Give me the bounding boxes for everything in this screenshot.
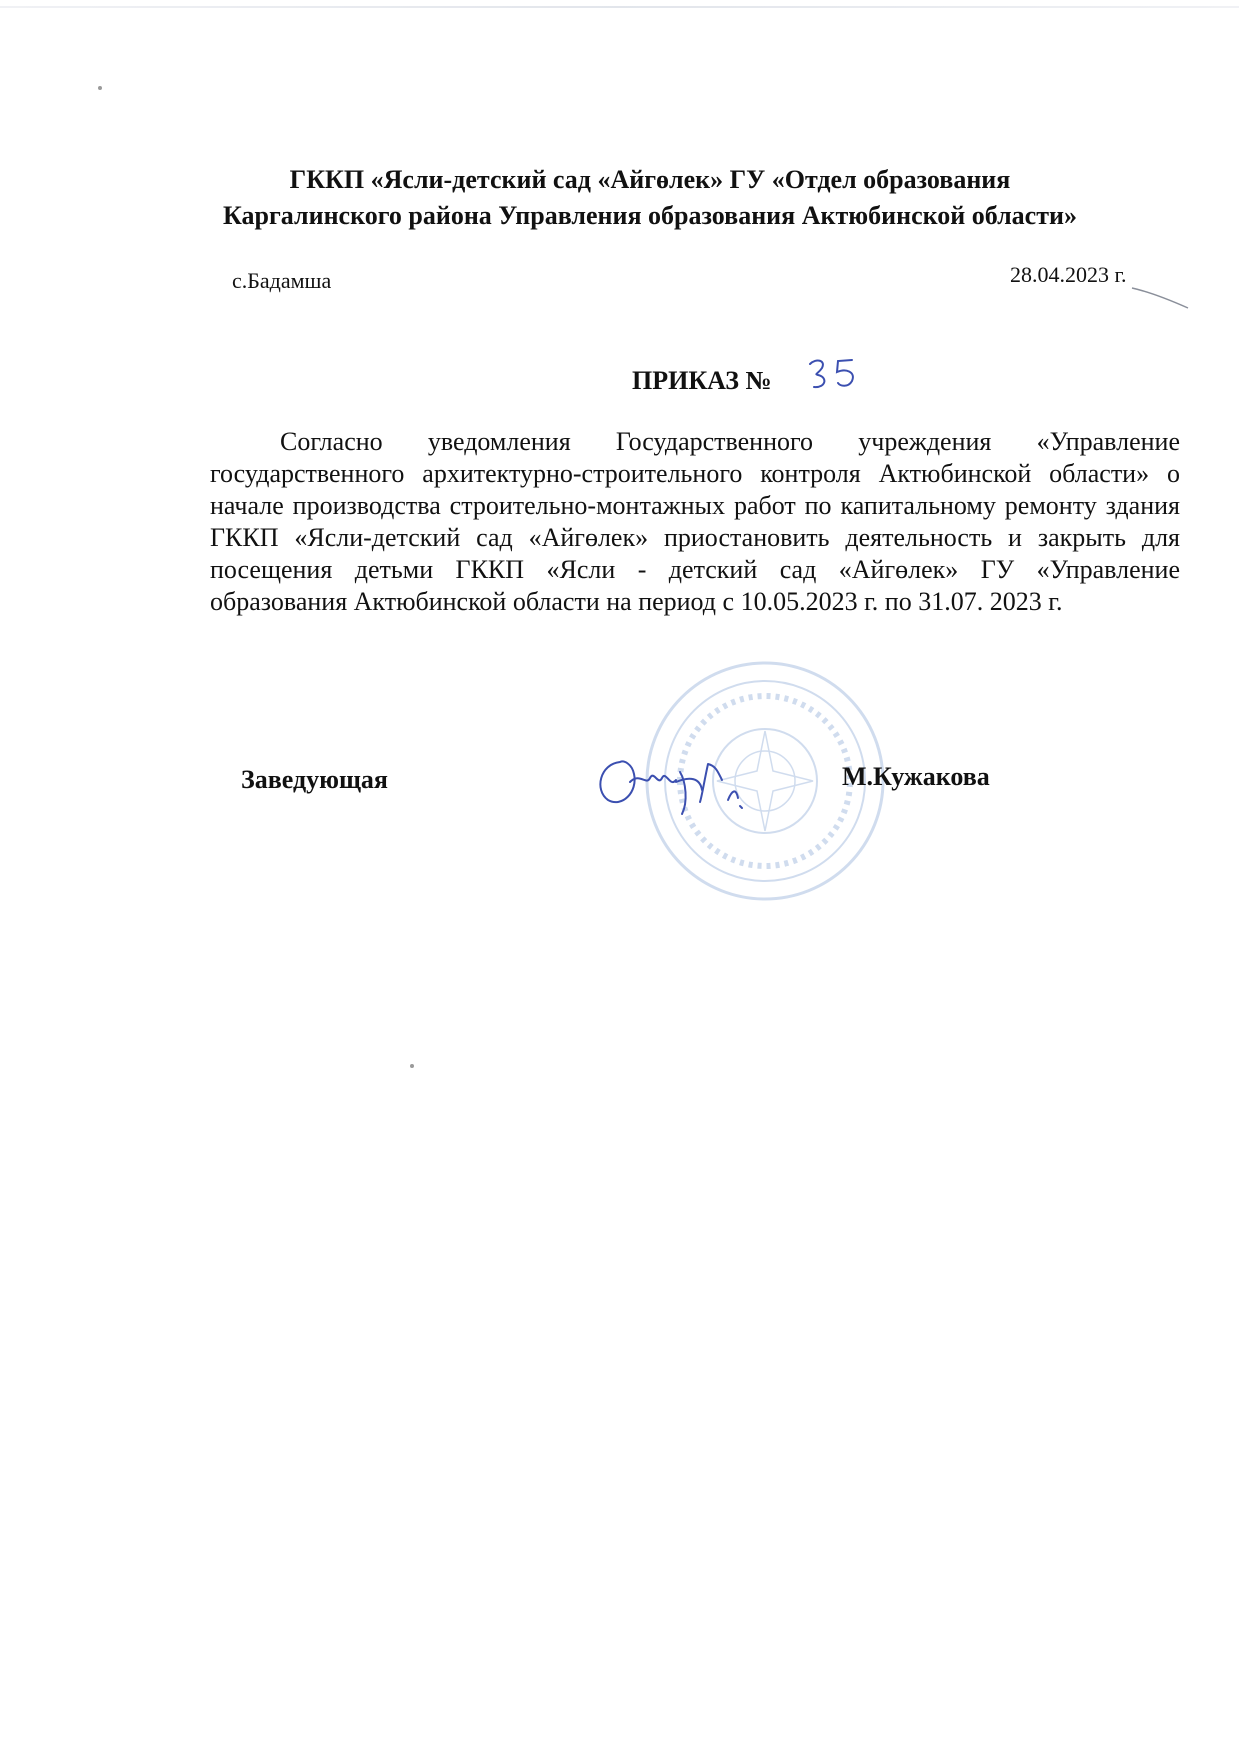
- handwritten-order-number: [802, 354, 872, 394]
- order-body-text: Согласно уведомления Государственного учреждения «Управление государственного архитектурно-строительного контроля Актюбинской области» о начале производства строительно-монтажных работ по капитальному ремонту здания ГККП «Ясли-детский сад «Айгөлек» приостановить деятельность и закрыть для посещения детьми ГККП «Ясли - детский сад «Айгөлек» ГУ «Управление образования Актюбинской области на период с 10.05.2023 г. по 31.07. 2023 г.: [210, 427, 1180, 616]
- place-of-issue: с.Бадамша: [232, 268, 332, 293]
- handwritten-signature: [590, 742, 770, 822]
- scan-speck: [410, 1064, 414, 1068]
- pen-mark: [1130, 282, 1190, 312]
- order-title: ПРИКАЗ №: [632, 366, 772, 395]
- signer-name: М.Кужакова: [842, 762, 990, 791]
- signer-role: Заведующая: [241, 765, 388, 794]
- header-line-2: Каргалинского района Управления образования Актюбинской области»: [223, 201, 1077, 230]
- scan-speck: [98, 86, 102, 90]
- header-line-1: ГККП «Ясли-детский сад «Айгөлек» ГУ «Отдел образования: [289, 165, 1011, 194]
- document-header: [150, 162, 1150, 234]
- scan-edge: [0, 6, 1239, 8]
- document-date: 28.04.2023 г.: [1010, 262, 1127, 287]
